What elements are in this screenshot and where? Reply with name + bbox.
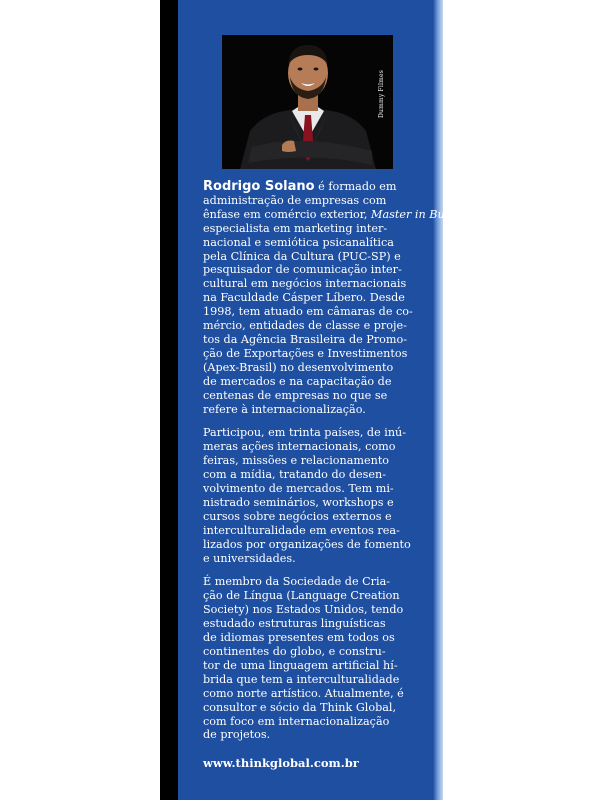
bio-line: mércio, entidades de classe e proje- <box>203 319 407 333</box>
bio-line: 1998, tem atuado em câmaras de co- <box>203 305 413 319</box>
bio-line: ção de Língua (Language Creation <box>203 589 400 603</box>
bio-line: é formado em <box>314 180 397 193</box>
photo-credit: Dummy Filmes <box>378 69 385 118</box>
bio-line: (Apex-Brasil) no desenvolvimento <box>203 360 394 374</box>
bio-line: nistrado seminários, workshops e <box>203 495 394 509</box>
bio-line: tor de uma linguagem artificial hí- <box>203 658 398 672</box>
bio-line: cultural em negócios internacionais <box>203 277 407 291</box>
bio-line: (MBA), <box>567 207 611 221</box>
bio-line-italic: Master in Business Administration <box>371 207 568 221</box>
bio-line: É membro da Sociedade de Cria- <box>203 575 391 589</box>
flap-edge-gradient <box>433 0 443 800</box>
bio-line: administração de empresas com <box>203 193 387 207</box>
bio-line: cursos sobre negócios externos e <box>203 509 392 523</box>
bio-line: ênfase em comércio exterior, <box>203 207 371 221</box>
bio-line: na Faculdade Cásper Líbero. Desde <box>203 291 405 305</box>
bio-line: continentes do globo, e constru- <box>203 645 386 658</box>
author-name: Rodrigo Solano <box>203 179 315 194</box>
bio-line: tos da Agência Brasileira de Promo- <box>203 332 408 346</box>
bio-line: refere à internacionalização. <box>203 402 366 416</box>
bio-paragraph-2 <box>203 426 418 565</box>
bio-line: de mercados e na capacitação de <box>203 374 392 388</box>
bio-line: volvimento de mercados. Tem mi- <box>203 482 394 496</box>
bio-line: Society) nos Estados Unidos, tendo <box>203 603 404 617</box>
bio-line: centenas de empresas no que se <box>203 388 388 402</box>
bio-line: meras ações internacionais, como <box>203 440 396 454</box>
black-spine-strip <box>160 0 178 800</box>
bio-line: feiras, missões e relacionamento <box>203 454 390 468</box>
bio-line: pela Clínica da Cultura (PUC-SP) e <box>203 249 401 263</box>
bio-line: estudado estruturas linguísticas <box>203 617 386 631</box>
bio-paragraph-3 <box>203 575 418 742</box>
bio-line: consultor e sócio da Think Global, <box>203 700 397 714</box>
bio-paragraph-1 <box>203 179 611 416</box>
bio-line: pesquisador de comunicação inter- <box>203 263 402 277</box>
bio-line: ção de Exportações e Investimentos <box>203 346 408 360</box>
bio-line: nacional e semiótica psicanalítica <box>203 235 394 249</box>
bio-line: de idiomas presentes em todos os <box>203 631 395 645</box>
bio-line: e universidades. <box>203 551 296 565</box>
bio-line: especialista em marketing inter- <box>203 221 388 235</box>
bio-line: Participou, em trinta países, de inú- <box>203 426 407 440</box>
bio-line: como norte artístico. Atualmente, é <box>203 686 404 700</box>
author-bio <box>203 179 611 752</box>
bio-line: lizados por organizações de fomento <box>203 537 411 551</box>
bio-line: com a mídia, tratando do desen- <box>203 468 387 482</box>
bio-line: interculturalidade em eventos rea- <box>203 523 400 537</box>
bio-line: de projetos. <box>203 728 271 742</box>
bio-line: com foco em internacionalização <box>203 714 390 728</box>
bio-line: brida que tem a interculturalidade <box>203 672 400 686</box>
website-link[interactable]: www.thinkglobal.com.br <box>203 756 359 770</box>
author-photo <box>222 35 393 169</box>
